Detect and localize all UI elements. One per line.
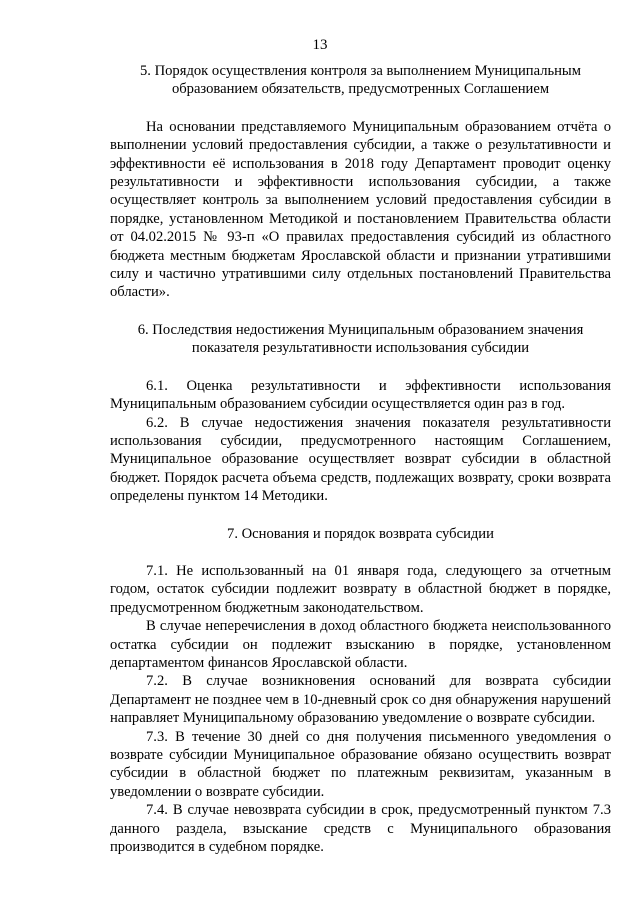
page-number: 13 [312,37,328,53]
paragraph: 7.4. В случае невозврата субсидии в срок, предусмотренный пунктом 7.3 данного раздела, взыскание средств с Муниципального образования производится в судебном порядке. [110,802,611,856]
paragraph: 7.2. В случае возникновения оснований для возврата субсидии Департамент не позднее чем в 10-дневный срок со дня обнаружения нарушений направляет Муниципальному образованию уведомление о возврате субсидии. [110,673,611,727]
section-6 [110,321,611,506]
heading-line: показателя результативности использования субсидии [191,340,530,357]
paragraph: В случае неперечисления в доход областного бюджета неиспользованного остатка субсидии он подлежит взысканию в порядке, установленном департаментом финансов Ярославской области. [110,618,611,671]
paragraph: 7.1. Не использованный на 01 января года, следующего за отчетным годом, остаток субсидии подлежит возврату в областной бюджет в порядке, предусмотренном бюджетным законодательством. [110,562,611,616]
section-5 [110,62,611,302]
section-7 [110,525,611,857]
paragraph: 6.1. Оценка результативности и эффективности использования Муниципальным образованием субсидии осуществляется один раз в год. [110,377,611,413]
paragraph: На основании представляемого Муниципальным образованием отчёта о выполнении условий предоставления субсидии, а также о результативности и эффективности её использования в 2018 году Департамент проводит оценку результативности и эффективности использования субсидии, а также осуществляет контроль за выполнением условий предоставления субсидии в порядке, установленном Методикой и постановлением Правительства области от 04.02.2015 № 93-п «О правилах предоставления субсидий из областного бюджета местным бюджетам Ярославской области и признании утратившими силу и частично утратившими силу отдельных постановлений Правительства области». [110,118,611,301]
heading-line: 6. Последствия недостижения Муниципальным образованием значения [137,321,584,338]
document-body [110,62,611,856]
section-heading [110,62,611,99]
section-heading [110,321,611,358]
paragraph: 7.3. В течение 30 дней со дня получения письменного уведомления о возврате субсидии Муниципальное образование обязано осуществить возврат субсидии в областной бюджет по платежным реквизитам, указанным в уведомлении о возврате субсидии. [110,728,611,800]
heading-line: 7. Основания и порядок возврата субсидии [227,525,494,542]
heading-line: 5. Порядок осуществления контроля за выполнением Муниципальным [140,63,581,79]
paragraph: 6.2. В случае недостижения значения показателя результативности использования субсидии, предусмотренного настоящим Соглашением, Муниципальное образование осуществляет возврат субсидии в областной бюджет. Порядок расчета объема средств, подлежащих возврату, сроки возврата определены пунктом 14 Методики. [110,414,611,505]
section-heading [110,525,611,543]
heading-line: образованием обязательств, предусмотренных Соглашением [171,81,550,98]
